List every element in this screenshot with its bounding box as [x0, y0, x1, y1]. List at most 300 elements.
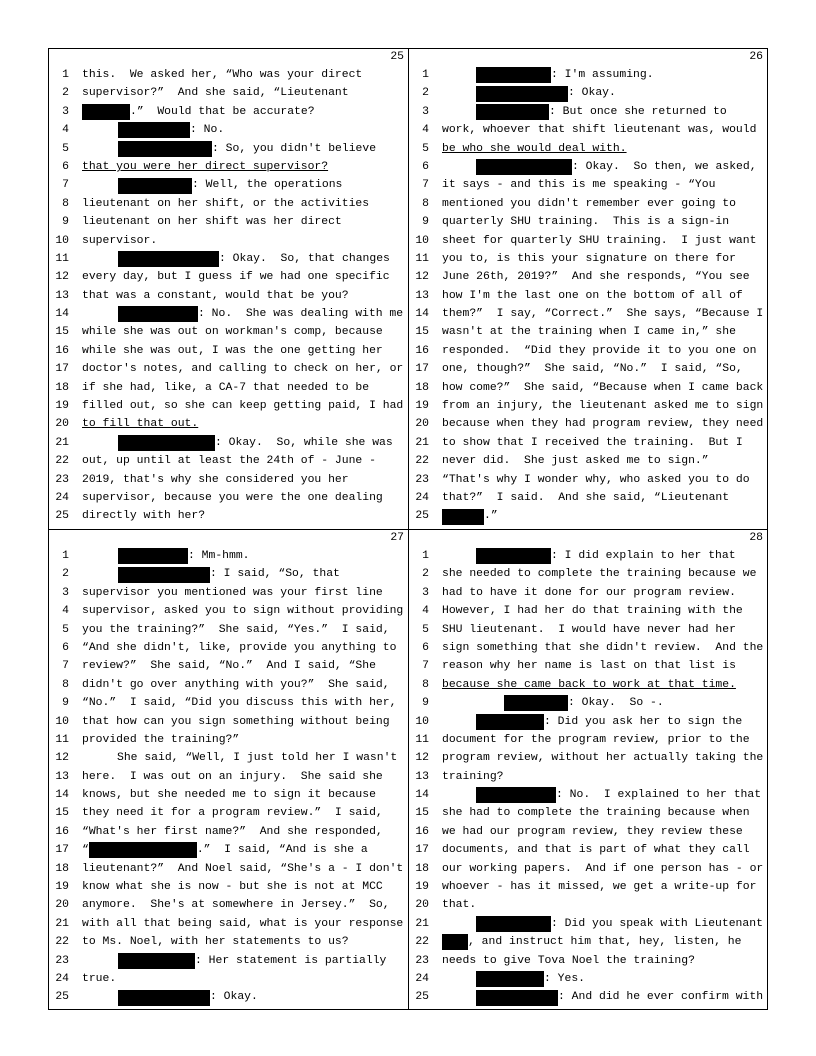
- redaction-box: [442, 509, 484, 525]
- line-text: , and instruct him that, hey, listen, he: [468, 936, 742, 949]
- line-number: 19: [415, 400, 429, 413]
- line-number: 25: [415, 991, 429, 1004]
- line-number: 6: [422, 160, 429, 173]
- line-number: 14: [415, 789, 429, 802]
- redaction-box: [118, 548, 188, 564]
- line-content: [82, 121, 224, 139]
- line-content: [82, 896, 390, 914]
- transcript-line: [409, 694, 767, 712]
- redaction-box: [476, 86, 568, 102]
- line-number: 23: [55, 473, 69, 486]
- line-content: [442, 323, 736, 341]
- transcript-line: [49, 452, 408, 470]
- line-content: [442, 676, 736, 694]
- line-text: whoever - has it missed, we get a write-up for: [442, 881, 757, 894]
- line-text: mentioned you didn't remember ever going to: [442, 197, 736, 210]
- transcript-line: [49, 841, 408, 859]
- line-text: how come?” She said, “Because when I came back: [442, 381, 764, 394]
- line-text: sign something that she didn't review. And the: [442, 641, 764, 654]
- line-text: supervisor?” And she said, “Lieutenant: [82, 87, 349, 100]
- line-number: 2: [62, 568, 69, 581]
- transcript-line: [409, 565, 767, 583]
- transcript-line: [49, 176, 408, 194]
- transcript-page-25: [49, 49, 409, 530]
- line-text: 2019, that's why she considered you her: [82, 473, 349, 486]
- line-number: 1: [422, 69, 429, 81]
- line-text: true.: [82, 972, 117, 985]
- line-number: 16: [55, 344, 69, 357]
- line-text: lieutenant on her shift was her direct: [82, 216, 342, 229]
- line-content: [82, 176, 342, 194]
- line-text: responded. “Did they provide it to you one on: [442, 344, 757, 357]
- line-text: : Mm-hmm.: [188, 550, 250, 562]
- line-number: 21: [415, 436, 429, 449]
- transcript-line: [49, 786, 408, 804]
- line-text: : Okay. So, that changes: [219, 252, 390, 265]
- transcript-line: [49, 915, 408, 933]
- line-text: we had our program review, they review these: [442, 825, 743, 838]
- line-content: [82, 452, 376, 470]
- line-content: [442, 342, 756, 360]
- line-content: [82, 657, 376, 675]
- line-text: documents, and that is part of what they call: [442, 844, 750, 857]
- line-number: 3: [62, 586, 69, 599]
- transcript-line: [49, 158, 408, 176]
- line-content: [442, 584, 736, 602]
- line-text: “That's why I wonder why, who asked you to do: [442, 473, 750, 486]
- line-text: : I'm assuming.: [551, 69, 654, 81]
- transcript-line: [409, 547, 767, 565]
- line-number: 17: [55, 363, 69, 376]
- line-content: [82, 804, 383, 822]
- line-text: know what she is now - but she is not at MCC: [82, 881, 383, 894]
- line-number: 12: [55, 752, 69, 765]
- redaction-box: [118, 953, 195, 969]
- line-content: [442, 66, 654, 84]
- line-text: to Ms. Noel, with her statements to us?: [82, 936, 349, 949]
- line-number: 20: [55, 418, 69, 431]
- transcript-line: [409, 639, 767, 657]
- line-content: [82, 841, 368, 859]
- line-number: 6: [422, 641, 429, 654]
- line-text: : Okay. So then, we asked,: [572, 160, 757, 173]
- line-number: 11: [55, 252, 69, 265]
- line-number: 8: [422, 197, 429, 210]
- line-text: supervisor.: [82, 234, 158, 247]
- line-number: 12: [415, 752, 429, 765]
- line-content: [442, 731, 750, 749]
- line-number: 2: [422, 87, 429, 100]
- transcript-page-26: [409, 49, 767, 530]
- line-text: June 26th, 2019?” And she responds, “You see: [442, 271, 750, 284]
- line-text: if she had, like, a CA-7 that needed to be: [82, 381, 370, 394]
- redaction-box: [476, 548, 551, 564]
- line-number: 25: [55, 510, 69, 523]
- line-number: 25: [55, 991, 69, 1004]
- transcript-line: [409, 250, 767, 268]
- line-number: 4: [422, 605, 429, 618]
- line-number: 25: [415, 510, 429, 523]
- transcript-line: [409, 860, 767, 878]
- line-number: 2: [422, 568, 429, 581]
- line-number: 8: [422, 678, 429, 691]
- line-content: [442, 915, 763, 933]
- line-number: 1: [422, 550, 429, 562]
- transcript-line: [409, 452, 767, 470]
- line-content: [442, 823, 743, 841]
- line-number: 16: [415, 825, 429, 838]
- line-content: [442, 639, 763, 657]
- line-number: 15: [415, 326, 429, 339]
- transcript-line: [409, 804, 767, 822]
- line-text: she needed to complete the training because we: [442, 568, 757, 581]
- redaction-box: [476, 990, 558, 1006]
- line-text: be who she would deal with.: [442, 142, 627, 155]
- line-number: 18: [415, 862, 429, 875]
- line-content: [82, 287, 349, 305]
- transcript-line: [49, 360, 408, 378]
- line-content: [82, 602, 403, 620]
- transcript-line: [49, 768, 408, 786]
- line-text: didn't go over anything with you?” She said,: [82, 678, 390, 691]
- transcript-line: [409, 584, 767, 602]
- transcript-line: [409, 749, 767, 767]
- line-number: 21: [55, 436, 69, 449]
- transcript-line: [49, 84, 408, 102]
- transcript-line: [409, 415, 767, 433]
- redaction-box: [504, 695, 568, 711]
- transcript-line: [409, 952, 767, 970]
- line-content: [442, 489, 729, 507]
- line-text: them?” I say, “Correct.” She says, “Because I: [442, 308, 764, 321]
- transcript-line: [409, 713, 767, 731]
- transcript-line: [409, 232, 767, 250]
- line-content: [442, 415, 763, 433]
- line-text: supervisor, because you were the one dealing: [82, 491, 383, 504]
- line-content: [442, 103, 727, 121]
- line-number: 14: [55, 308, 69, 321]
- line-text: : Did you speak with Lieutenant: [551, 917, 763, 930]
- transcript-line: [49, 860, 408, 878]
- line-content: [442, 379, 763, 397]
- line-text: document for the program review, prior to the: [442, 733, 750, 746]
- line-content: [82, 584, 383, 602]
- line-text: : So, you didn't believe: [212, 142, 377, 155]
- transcript-line: [409, 379, 767, 397]
- line-content: [442, 878, 756, 896]
- line-text: : I said, “So, that: [210, 568, 340, 581]
- line-content: [82, 103, 315, 121]
- line-content: [82, 639, 396, 657]
- transcript-line: [49, 878, 408, 896]
- line-text: while she was out on workman's comp, because: [82, 326, 383, 339]
- transcript-line: [49, 250, 408, 268]
- line-number: 1: [62, 69, 69, 81]
- line-text: with all that being said, what is your response: [82, 917, 404, 930]
- line-number: 23: [415, 473, 429, 486]
- line-number: 24: [415, 491, 429, 504]
- transcript-lines: [49, 547, 408, 1007]
- transcript-line: [409, 397, 767, 415]
- transcript-line: [49, 103, 408, 121]
- line-content: [82, 731, 239, 749]
- transcript-line: [409, 933, 767, 951]
- redaction-box: [118, 435, 215, 451]
- line-text: never did. She just asked me to sign.”: [442, 455, 709, 468]
- line-text: “What's her first name?” And she responded,: [82, 825, 383, 838]
- line-number: 8: [62, 197, 69, 210]
- transcript-page-28: [409, 530, 767, 1009]
- line-content: [442, 287, 743, 305]
- line-content: [82, 213, 342, 231]
- line-text: doctor's notes, and calling to check on her, or: [82, 363, 404, 376]
- transcript-line: [409, 676, 767, 694]
- transcript-line: [49, 547, 408, 565]
- transcript-line: [49, 489, 408, 507]
- line-content: [82, 786, 376, 804]
- line-content: [82, 305, 403, 323]
- line-content: [442, 507, 498, 525]
- line-content: [442, 471, 750, 489]
- redaction-box: [118, 306, 198, 322]
- redaction-box: [476, 714, 544, 730]
- line-number: 23: [415, 954, 429, 967]
- transcript-lines: [49, 66, 408, 526]
- redaction-box: [118, 122, 190, 138]
- transcript-line: [409, 988, 767, 1006]
- redaction-box: [118, 141, 212, 157]
- line-content: [82, 823, 383, 841]
- line-number: 1: [62, 550, 69, 562]
- line-text: while she was out, I was the one getting her: [82, 344, 383, 357]
- line-text: supervisor you mentioned was your first line: [82, 586, 383, 599]
- line-number: 19: [415, 881, 429, 894]
- line-number: 24: [415, 972, 429, 985]
- line-text: sheet for quarterly SHU training. I just want: [442, 234, 757, 247]
- line-text: : I did explain to her that: [551, 550, 736, 562]
- line-number: 8: [62, 678, 69, 691]
- line-text: : Well, the operations: [192, 179, 343, 192]
- line-content: [82, 250, 390, 268]
- line-text: : No.: [190, 124, 225, 137]
- transcript-page-27: [49, 530, 409, 1009]
- transcript-line: [49, 268, 408, 286]
- line-number: 5: [62, 142, 69, 155]
- line-text: : And did he ever confirm with: [558, 991, 764, 1004]
- line-content: [442, 121, 756, 139]
- line-content: [442, 195, 736, 213]
- line-content: [82, 415, 198, 433]
- line-content: [442, 84, 616, 102]
- line-number: 17: [415, 844, 429, 857]
- transcript-line: [49, 823, 408, 841]
- line-content: [442, 657, 736, 675]
- line-number: 22: [415, 936, 429, 949]
- line-number: 18: [415, 381, 429, 394]
- transcript-line: [49, 970, 408, 988]
- transcript-line: [49, 121, 408, 139]
- transcript-line: [409, 121, 767, 139]
- redaction-box: [476, 971, 544, 987]
- transcript-line: [409, 268, 767, 286]
- line-text: to fill that out.: [82, 418, 199, 431]
- transcript-line: [409, 786, 767, 804]
- line-number: 2: [62, 87, 69, 100]
- line-number: 10: [55, 234, 69, 247]
- transcript-line: [49, 952, 408, 970]
- line-number: 17: [55, 844, 69, 857]
- line-number: 3: [62, 105, 69, 118]
- line-content: [82, 379, 369, 397]
- line-text: our working papers. And if one person has - or: [442, 862, 764, 875]
- transcript-line: [49, 195, 408, 213]
- line-content: [442, 140, 627, 158]
- transcript-line: [409, 896, 767, 914]
- line-number: 6: [62, 160, 69, 173]
- transcript-line: [49, 694, 408, 712]
- transcript-line: [49, 565, 408, 583]
- line-text: one, though?” She said, “No.” I said, “So,: [442, 363, 743, 376]
- line-content: [82, 360, 403, 378]
- redaction-box: [118, 990, 210, 1006]
- transcript-sheet: [48, 48, 768, 1010]
- line-number: 22: [415, 455, 429, 468]
- line-number: 9: [62, 216, 69, 229]
- line-text: out, up until at least the 24th of - June -: [82, 455, 376, 468]
- line-text: this. We asked her, “Who was your direct: [82, 69, 363, 81]
- line-number: 23: [55, 954, 69, 967]
- redaction-box: [118, 567, 210, 583]
- transcript-line: [49, 66, 408, 84]
- transcript-line: [49, 933, 408, 951]
- line-text: because when they had program review, they need: [442, 418, 764, 431]
- line-text: review?” She said, “No.” And I said, “She: [82, 660, 376, 673]
- line-number: 4: [422, 124, 429, 137]
- transcript-line: [49, 639, 408, 657]
- line-content: [442, 952, 695, 970]
- line-text: .”: [484, 510, 498, 523]
- line-content: [82, 140, 376, 158]
- transcript-line: [409, 841, 767, 859]
- line-text: knows, but she needed me to sign it because: [82, 789, 376, 802]
- transcript-line: [49, 415, 408, 433]
- redaction-box: [476, 67, 551, 83]
- line-number: 16: [415, 344, 429, 357]
- line-number: 21: [55, 917, 69, 930]
- transcript-line: [49, 657, 408, 675]
- line-content: [442, 694, 664, 712]
- line-number: 14: [415, 308, 429, 321]
- line-text: : But once she returned to: [549, 105, 727, 118]
- line-number: 18: [55, 381, 69, 394]
- transcript-line: [409, 823, 767, 841]
- line-content: [442, 360, 743, 378]
- line-number: 9: [422, 216, 429, 229]
- line-content: [82, 565, 340, 583]
- transcript-line: [409, 342, 767, 360]
- line-number: 13: [415, 770, 429, 783]
- line-text: directly with her?: [82, 510, 206, 523]
- line-content: [82, 749, 397, 767]
- transcript-line: [409, 287, 767, 305]
- line-text: : Her statement is partially: [195, 954, 387, 967]
- transcript-line: [49, 379, 408, 397]
- redaction-box: [118, 251, 219, 267]
- line-content: [82, 878, 383, 896]
- transcript-line: [409, 140, 767, 158]
- line-text: quarterly SHU training. This is a sign-in: [442, 216, 730, 229]
- line-content: [82, 860, 403, 878]
- line-text: supervisor, asked you to sign without providing: [82, 605, 404, 618]
- line-text: she had to complete the training because when: [442, 807, 750, 820]
- transcript-line: [49, 713, 408, 731]
- line-content: [442, 305, 763, 323]
- line-content: [442, 176, 715, 194]
- line-number: 3: [422, 105, 429, 118]
- line-text: had to have it done for our program review.: [442, 586, 736, 599]
- line-content: [82, 970, 116, 988]
- line-number: 7: [62, 179, 69, 192]
- line-content: [442, 768, 504, 786]
- line-content: [442, 434, 743, 452]
- line-number: 3: [422, 586, 429, 599]
- transcript-line: [49, 676, 408, 694]
- line-content: [82, 694, 396, 712]
- redaction-box: [476, 104, 549, 120]
- line-content: [442, 621, 736, 639]
- line-content: [82, 768, 383, 786]
- line-number: 15: [415, 807, 429, 820]
- transcript-line: [49, 471, 408, 489]
- redaction-box: [476, 787, 556, 803]
- line-text: .” I said, “And is she a: [196, 844, 368, 857]
- line-content: [442, 988, 763, 1006]
- line-text: that?” I said. And she said, “Lieutenant: [442, 491, 730, 504]
- transcript-line: [409, 434, 767, 452]
- line-number: 13: [55, 770, 69, 783]
- transcript-line: [409, 915, 767, 933]
- line-number: 11: [415, 252, 429, 265]
- line-text: it says - and this is me speaking - “You: [442, 179, 716, 192]
- transcript-line: [49, 213, 408, 231]
- line-text: : No. She was dealing with me: [198, 308, 404, 321]
- transcript-line: [409, 360, 767, 378]
- transcript-line: [49, 507, 408, 525]
- transcript-line: [49, 397, 408, 415]
- line-number: 7: [62, 660, 69, 673]
- line-number: 5: [422, 623, 429, 636]
- line-text: needs to give Tova Noel the training?: [442, 954, 695, 967]
- line-text: : Okay. So, while she was: [215, 436, 393, 449]
- line-number: 15: [55, 807, 69, 820]
- line-content: [442, 547, 736, 565]
- transcript-line: [409, 731, 767, 749]
- line-number: 20: [415, 899, 429, 912]
- line-number: 10: [415, 234, 429, 247]
- transcript-line: [409, 621, 767, 639]
- line-content: [82, 933, 349, 951]
- line-content: [82, 915, 403, 933]
- transcript-line: [49, 305, 408, 323]
- line-text: training?: [442, 770, 504, 783]
- line-number: 6: [62, 641, 69, 654]
- line-content: [82, 232, 157, 250]
- line-content: [82, 621, 390, 639]
- transcript-line: [409, 176, 767, 194]
- page-number: 27: [390, 532, 404, 544]
- line-number: 17: [415, 363, 429, 376]
- line-content: [442, 213, 729, 231]
